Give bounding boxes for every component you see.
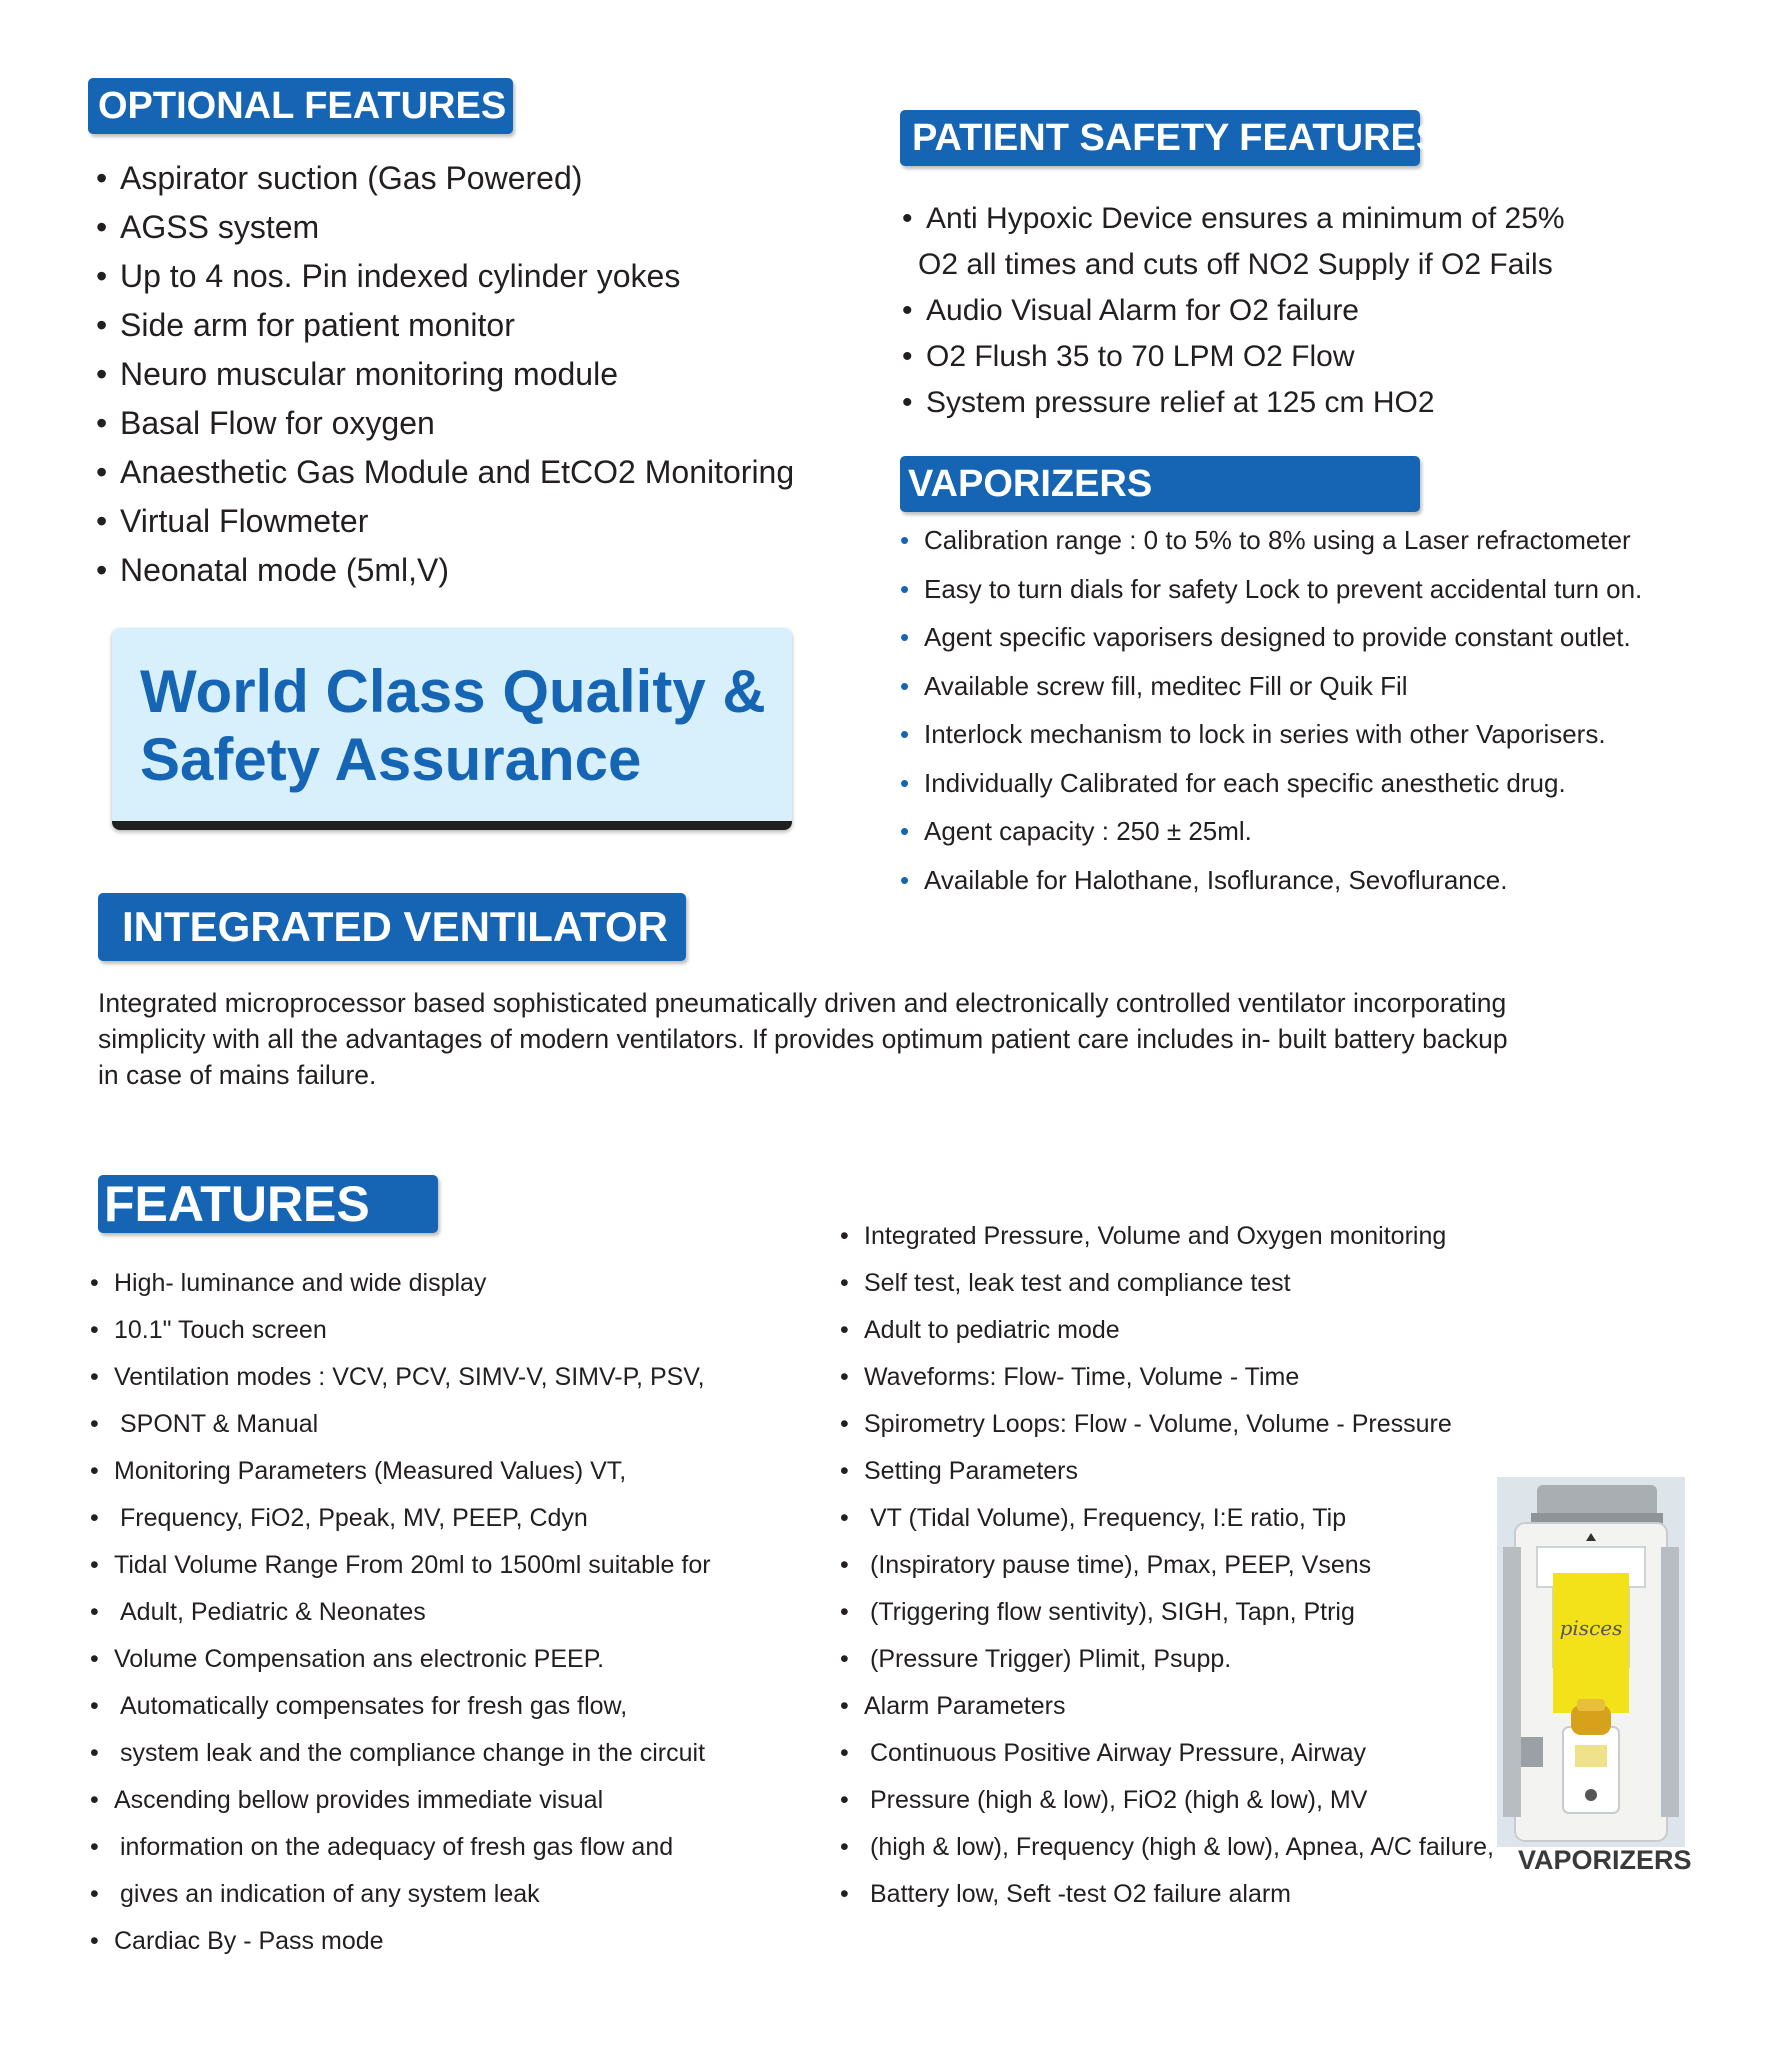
list-item: • Monitoring Parameters (Measured Values) VT, [114,1448,711,1495]
list-item: • Ascending bellow provides immediate visual [114,1777,711,1824]
list-item: • Tidal Volume Range From 20ml to 1500ml suitable for [114,1542,711,1589]
list-item-continuation: • information on the adequacy of fresh gas flow and [114,1824,711,1871]
list-item: • Easy to turn dials for safety Lock to prevent accidental turn on. [924,565,1642,614]
list-item-continuation: • (Pressure Trigger) Plimit, Psupp. [864,1636,1494,1683]
list-item: • Agent specific vaporisers designed to provide constant outlet. [924,613,1642,662]
paragraph-line: simplicity with all the advantages of modern ventilators. If provides optimum patient care includes in- built battery backup [98,1024,1508,1054]
list-item-continuation: O2 all times and cuts off NO2 Supply if O2 Fails [918,248,1553,281]
list-item: • Self test, leak test and compliance test [864,1260,1494,1307]
vaporizer-brand-label: pisces [1559,1616,1623,1640]
optional-features-heading: OPTIONAL FEATURES [88,78,513,134]
integrated-ventilator-description [98,985,1718,1093]
list-item: • Available screw fill, meditec Fill or Quik Fil [924,662,1642,711]
list-item: • Interlock mechanism to lock in series with other Vaporisers. [924,710,1642,759]
list-item: • Neonatal mode (5ml,V) [120,546,794,595]
features-left-list [114,1260,711,1965]
banner-line: Safety Assurance [140,726,642,793]
list-item: • Side arm for patient monitor [120,301,794,350]
vaporizer-image-caption: VAPORIZERS [1518,1845,1692,1875]
list-item: • Up to 4 nos. Pin indexed cylinder yokes [120,252,794,301]
list-item: • Virtual Flowmeter [120,497,794,546]
list-item: • Alarm Parameters [864,1683,1494,1730]
list-item: • Volume Compensation ans electronic PEEP. [114,1636,711,1683]
list-item-continuation: • Battery low, Seft -test O2 failure alarm [864,1871,1494,1918]
features-right-list [864,1213,1494,1918]
vaporizers-heading: VAPORIZERS [900,456,1420,512]
list-item: • Waveforms: Flow- Time, Volume - Time [864,1354,1494,1401]
features-heading: FEATURES [98,1175,438,1233]
list-item: • Spirometry Loops: Flow - Volume, Volume - Pressure [864,1401,1494,1448]
banner-line: World Class Quality & [140,658,766,725]
quality-banner-text [140,658,766,794]
paragraph-line: Integrated microprocessor based sophisticated pneumatically driven and electronically controlled ventilator incorporating [98,988,1507,1018]
list-item: • Anaesthetic Gas Module and EtCO2 Monitoring [120,448,794,497]
list-item-continuation: • (Inspiratory pause time), Pmax, PEEP, Vsens [864,1542,1494,1589]
list-item: • Neuro muscular monitoring module [120,350,794,399]
list-item-continuation: • (Triggering flow sentivity), SIGH, Tapn, Ptrig [864,1589,1494,1636]
list-item: • AGSS system [120,203,794,252]
list-item-continuation: • Pressure (high & low), FiO2 (high & low), MV [864,1777,1494,1824]
list-item: • 10.1" Touch screen [114,1307,711,1354]
list-item: • Adult to pediatric mode [864,1307,1494,1354]
list-item-continuation: • system leak and the compliance change in the circuit [114,1730,711,1777]
optional-features-list [120,154,794,595]
list-item-continuation: • gives an indication of any system leak [114,1871,711,1918]
list-item: • Ventilation modes : VCV, PCV, SIMV-V, SIMV-P, PSV, [114,1354,711,1401]
list-item-continuation: • Automatically compensates for fresh gas flow, [114,1683,711,1730]
list-item-continuation: • VT (Tidal Volume), Frequency, I:E ratio, Tip [864,1495,1494,1542]
list-item: • Available for Halothane, Isoflurance, Sevoflurance. [924,856,1642,905]
list-item-continuation: • Adult, Pediatric & Neonates [114,1589,711,1636]
list-item: • System pressure relief at 125 cm HO2 [926,380,1565,426]
list-item: • Setting Parameters [864,1448,1494,1495]
paragraph-line: in case of mains failure. [98,1060,377,1090]
patient-safety-list [918,196,1565,426]
list-item: • Integrated Pressure, Volume and Oxygen monitoring [864,1213,1494,1260]
vaporizer-product-image [1497,1477,1685,1847]
list-item: • High- luminance and wide display [114,1260,711,1307]
patient-safety-heading: PATIENT SAFETY FEATURES [900,110,1420,166]
list-item: • Cardiac By - Pass mode [114,1918,711,1965]
list-item-continuation: • Frequency, FiO2, Ppeak, MV, PEEP, Cdyn [114,1495,711,1542]
list-item-continuation: • (high & low), Frequency (high & low), Apnea, A/C failure, [864,1824,1494,1871]
integrated-ventilator-heading: INTEGRATED VENTILATOR [98,893,686,961]
list-item: • Basal Flow for oxygen [120,399,794,448]
list-item: • Anti Hypoxic Device ensures a minimum of 25% [926,196,1565,242]
vaporizers-list [924,516,1642,904]
quality-banner [112,628,792,830]
list-item-continuation: • SPONT & Manual [114,1401,711,1448]
list-item: • Agent capacity : 250 ± 25ml. [924,807,1642,856]
list-item-continuation: • Continuous Positive Airway Pressure, Airway [864,1730,1494,1777]
list-item: • Calibration range : 0 to 5% to 8% using a Laser refractometer [924,516,1642,565]
list-item: • Individually Calibrated for each specific anesthetic drug. [924,759,1642,808]
list-item: • Aspirator suction (Gas Powered) [120,154,794,203]
vaporizer-illustration [1497,1477,1685,1847]
list-item: • Audio Visual Alarm for O2 failure [926,288,1565,334]
list-item: • O2 Flush 35 to 70 LPM O2 Flow [926,334,1565,380]
